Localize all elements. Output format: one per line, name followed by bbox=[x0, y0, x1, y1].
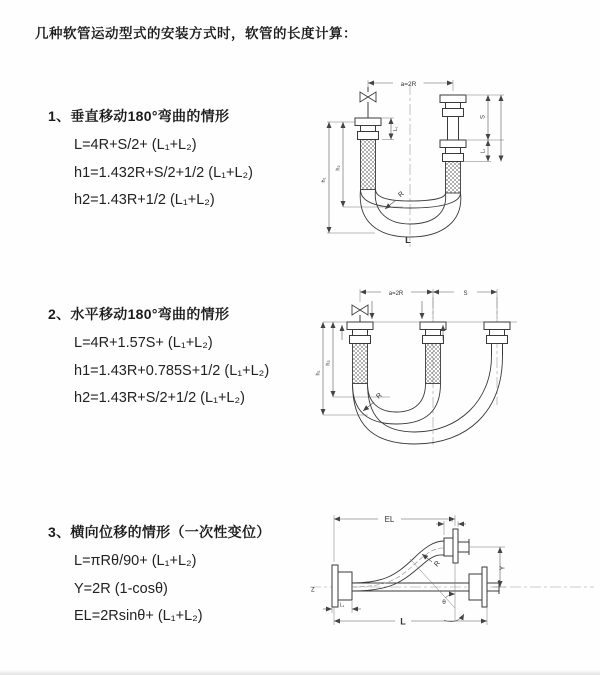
right-pipe bbox=[448, 117, 459, 141]
diagram-lateral-displacement bbox=[298, 505, 600, 655]
formula-el: EL=2Rsinθ+ (L₁+L₂) bbox=[74, 608, 203, 624]
dim-label-h1: h₁ bbox=[321, 177, 327, 183]
dim-label-el: EL bbox=[384, 514, 395, 524]
right-braid-hose bbox=[446, 162, 461, 194]
hose-curves bbox=[360, 190, 461, 238]
page-bottom-shade bbox=[0, 670, 600, 675]
left-l1-dimension bbox=[382, 118, 399, 140]
formula-l: L=πRθ/90+ (L₁+L₂) bbox=[74, 553, 197, 569]
radius-label: R bbox=[433, 559, 442, 569]
formula-h2: h2=1.43R+1/2 (L₁+L₂) bbox=[74, 192, 215, 208]
section-1-formulas bbox=[48, 132, 253, 215]
left-flange bbox=[355, 118, 381, 140]
dim-label-l1: L₁ bbox=[339, 602, 345, 609]
section-lateral-displacement bbox=[48, 522, 271, 631]
section-2-formulas bbox=[48, 330, 269, 413]
formula-h2: h2=1.43R+S/2+1/2 (L₁+L₂) bbox=[74, 390, 245, 406]
axis-label: Z bbox=[311, 587, 315, 594]
section-vertical-bend bbox=[48, 106, 253, 215]
length-label: L bbox=[405, 235, 411, 246]
left-braid-hose bbox=[361, 140, 376, 190]
dim-label-a2r: a=2R bbox=[388, 290, 404, 297]
l-dimension bbox=[334, 607, 487, 626]
dim-label-l1: L₁ bbox=[480, 148, 487, 154]
diagram-vertical-bend bbox=[313, 70, 588, 250]
left-braid-hose bbox=[353, 344, 368, 384]
radius-callout bbox=[385, 190, 406, 209]
dim-label-l: L bbox=[400, 616, 406, 627]
right-flange-top bbox=[440, 95, 466, 117]
radius-label: R bbox=[375, 391, 384, 401]
dim-label-h1: h₁ bbox=[315, 370, 322, 376]
valve-icon bbox=[352, 305, 368, 322]
dim-label-a2r: a=2R bbox=[400, 80, 417, 88]
upper-flange bbox=[444, 529, 469, 563]
formula-l: L=4R+S/2+ (L₁+L₂) bbox=[74, 137, 197, 153]
l2-dimension bbox=[436, 517, 466, 535]
l1-dimension bbox=[323, 601, 361, 613]
formula-l: L=4R+1.57S+ (L₁+L₂) bbox=[74, 335, 213, 351]
section-1-heading: 1、垂直移动180°弯曲的情形 bbox=[48, 108, 230, 124]
dim-label-s: S bbox=[463, 290, 468, 297]
dim-label-l2: L₂ bbox=[448, 517, 454, 523]
right-flange bbox=[484, 322, 510, 344]
diagram-horizontal-bend bbox=[310, 283, 598, 455]
radius-callout bbox=[422, 554, 442, 568]
right-flange-mid bbox=[440, 140, 466, 162]
top-dimension bbox=[368, 80, 453, 92]
centerlines bbox=[433, 297, 497, 445]
left-flange bbox=[347, 322, 373, 344]
formula-h1: h1=1.432R+S/2+1/2 (L₁+L₂) bbox=[74, 164, 254, 181]
right-dimensions bbox=[462, 95, 505, 162]
left-flange bbox=[332, 565, 352, 607]
section-2-heading: 2、水平移动180°弯曲的情形 bbox=[48, 306, 230, 322]
el-dimension bbox=[334, 515, 455, 562]
section-3-formulas bbox=[48, 548, 271, 631]
formula-h1: h1=1.43R+0.785S+1/2 (L₁+L₂) bbox=[74, 362, 270, 379]
middle-braid-hose bbox=[426, 344, 441, 384]
dim-label-h2: h₂ bbox=[335, 165, 342, 171]
middle-flange bbox=[420, 322, 446, 344]
section-horizontal-bend bbox=[48, 304, 269, 413]
valve-icon bbox=[360, 87, 376, 118]
radius-label: R bbox=[397, 190, 406, 200]
dim-label-s: S bbox=[480, 114, 487, 120]
angle-label: θ bbox=[442, 599, 446, 606]
dim-label-y: Y bbox=[499, 565, 507, 571]
dim-label-h2: h₂ bbox=[325, 360, 332, 366]
section-3-heading: 3、横向位移的情形（一次性变位） bbox=[48, 524, 271, 540]
page-title: 几种软管运动型式的安装方式时，软管的长度计算： bbox=[35, 26, 357, 41]
formula-y: Y=2R (1-cosθ) bbox=[74, 580, 168, 597]
dim-label-l1: L₁ bbox=[393, 126, 399, 132]
top-dimensions bbox=[360, 289, 497, 318]
